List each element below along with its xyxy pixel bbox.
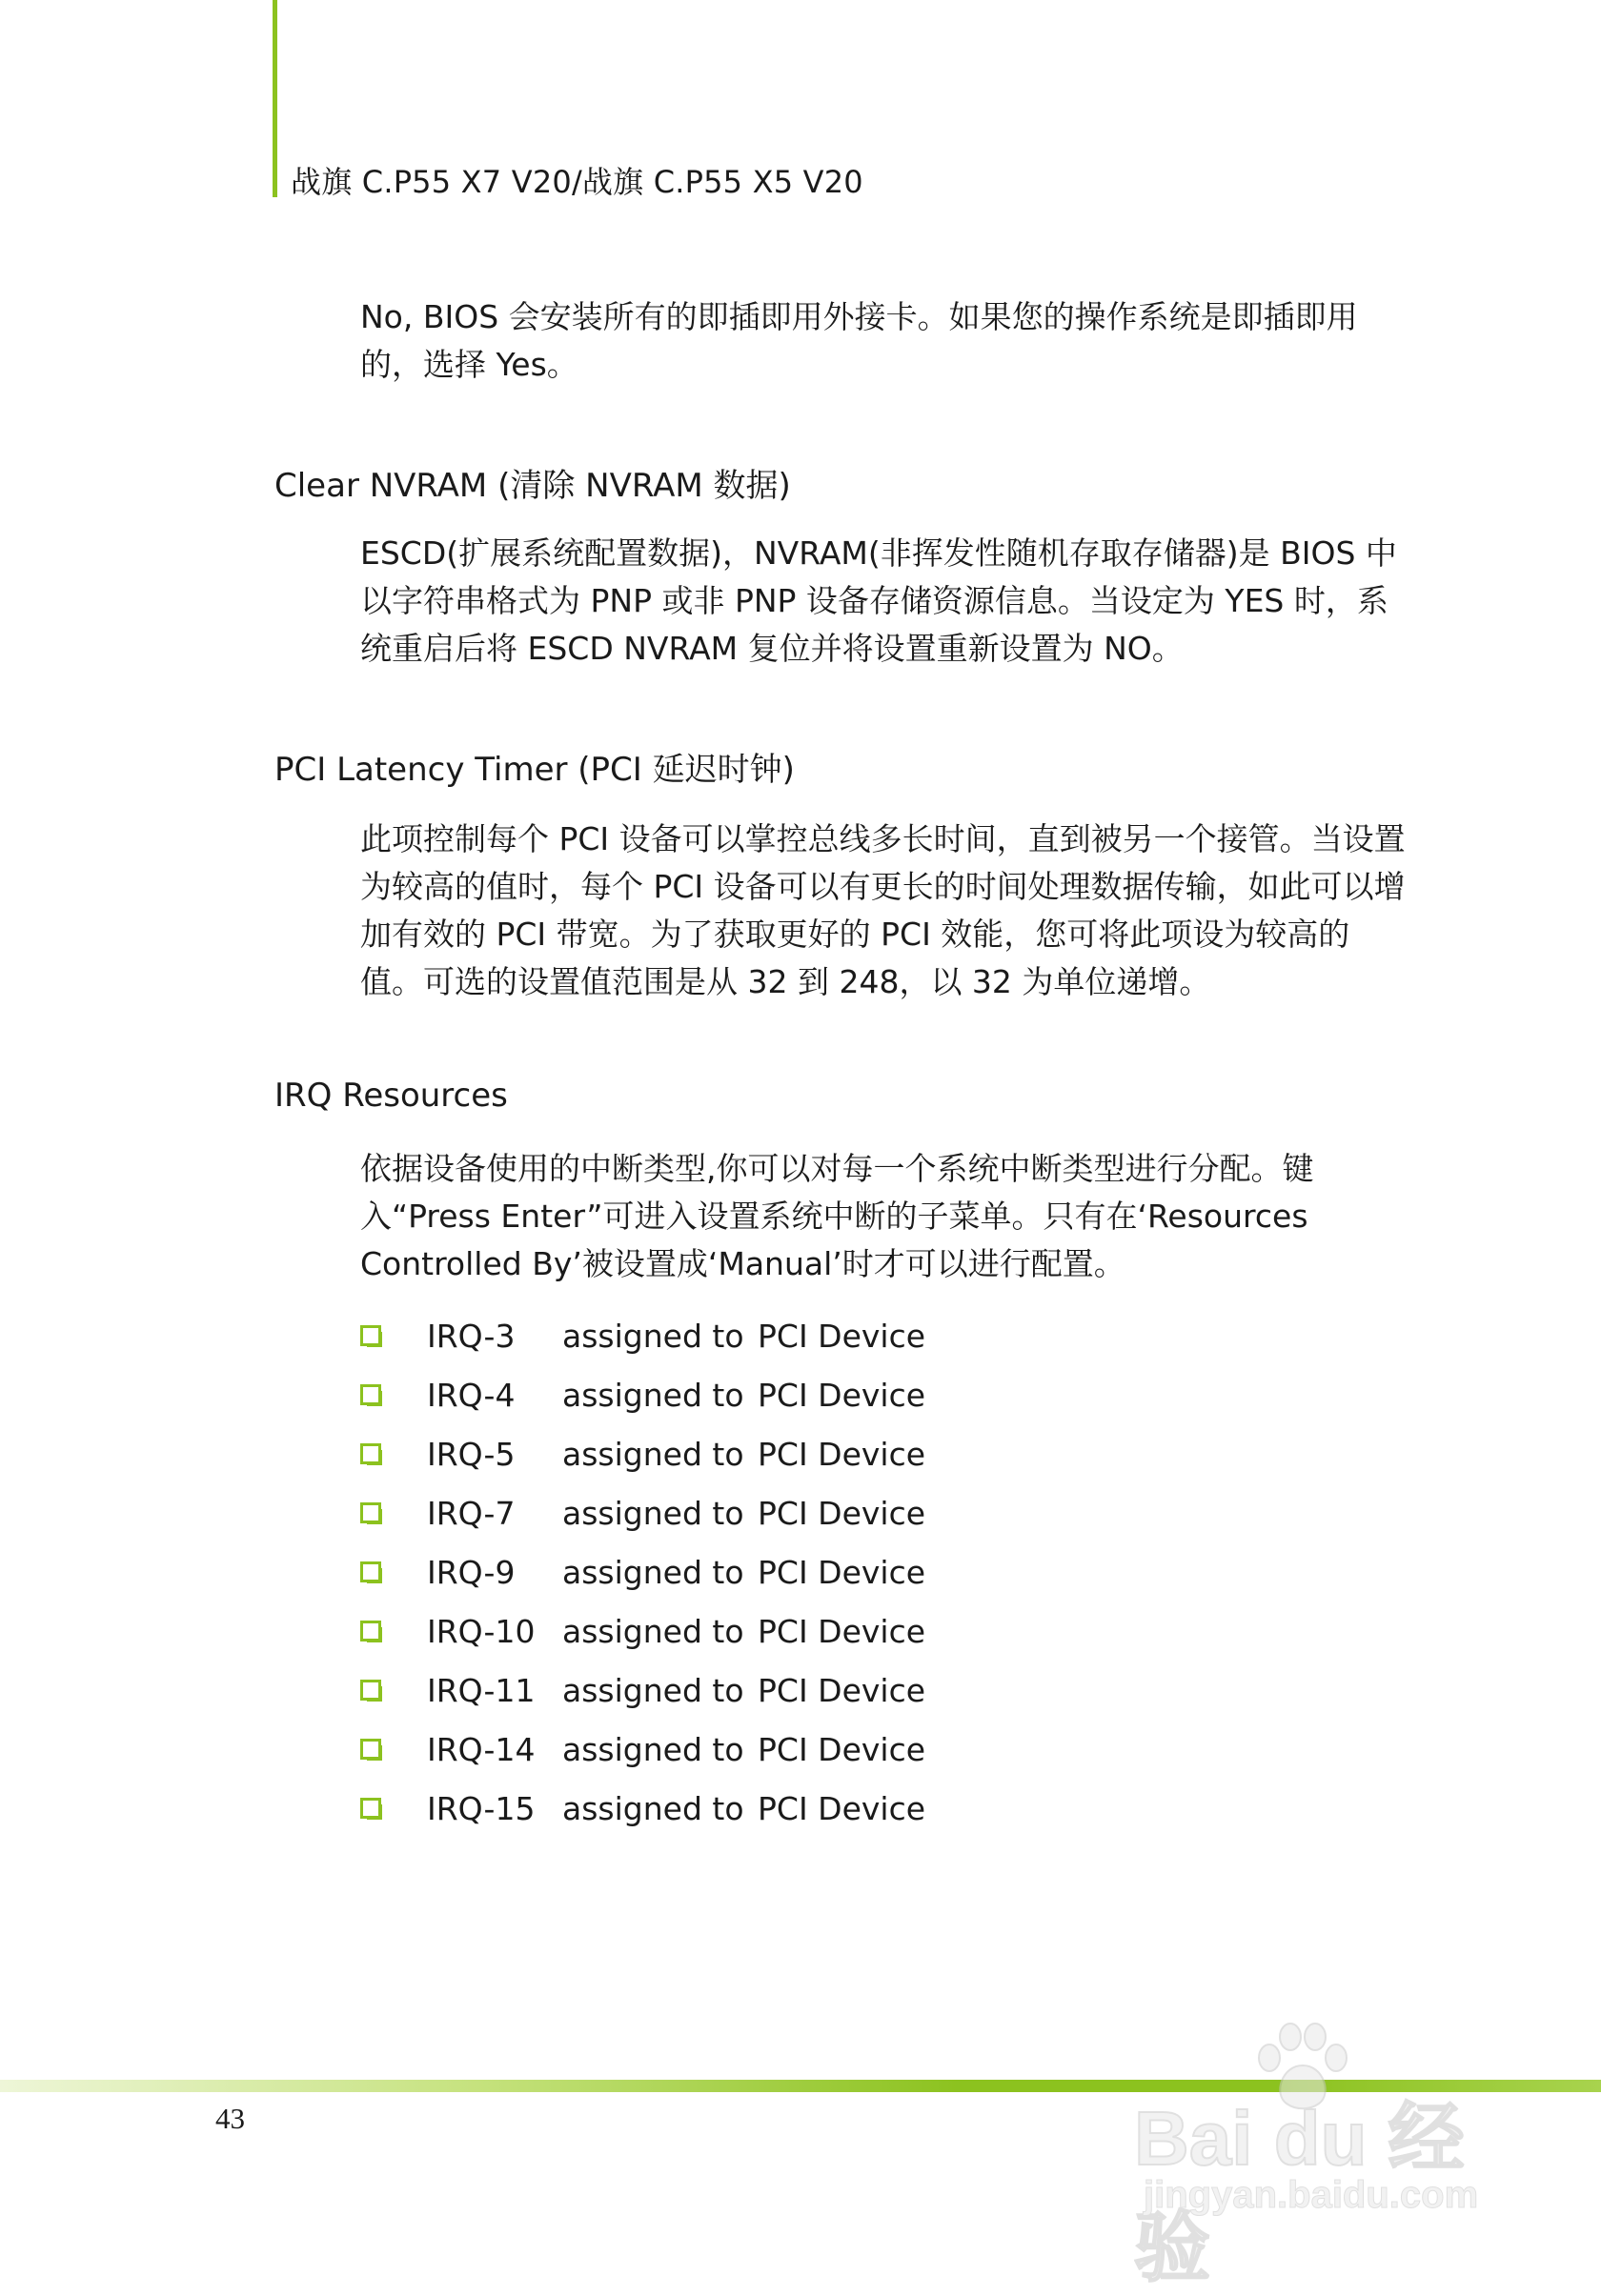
irq-assigned-label: assigned to bbox=[562, 1494, 744, 1532]
irq-list-item bbox=[360, 1424, 925, 1483]
checkbox-bullet-icon bbox=[360, 1798, 381, 1819]
irq-list-item bbox=[360, 1661, 925, 1720]
irq-number: IRQ-11 bbox=[427, 1671, 536, 1709]
irq-number: IRQ-7 bbox=[427, 1494, 516, 1532]
checkbox-bullet-icon bbox=[360, 1325, 381, 1346]
page-number: 43 bbox=[215, 2102, 245, 2135]
baidu-jingyan-watermark bbox=[1134, 2020, 1515, 2290]
irq-assigned-label: assigned to bbox=[562, 1789, 744, 1827]
irq-device: PCI Device bbox=[758, 1494, 926, 1532]
checkbox-bullet-icon bbox=[360, 1561, 381, 1582]
irq-assigned-label: assigned to bbox=[562, 1612, 744, 1650]
section-body-clear-nvram: ESCD(扩展系统配置数据)，NVRAM(非挥发性随机存取存储器)是 BIOS 中以字符串格式为 PNP 或非 PNP 设备存储资源信息。当设定为 YES 时，系统重启后将 ESCD NVRAM 复位并将设置重新设置为 NO。 bbox=[360, 534, 1397, 667]
irq-list bbox=[360, 1306, 925, 1838]
page-header-title: 战旗 C.P55 X7 V20/战旗 C.P55 X5 V20 bbox=[291, 164, 863, 200]
irq-assigned-label: assigned to bbox=[562, 1317, 744, 1355]
irq-number: IRQ-5 bbox=[427, 1435, 516, 1473]
irq-assigned-label: assigned to bbox=[562, 1730, 744, 1768]
irq-list-item bbox=[360, 1779, 925, 1838]
checkbox-bullet-icon bbox=[360, 1384, 381, 1405]
irq-number: IRQ-4 bbox=[427, 1376, 516, 1414]
irq-device: PCI Device bbox=[758, 1789, 926, 1827]
section-body-irq-resources: 依据设备使用的中断类型,你可以对每一个系统中断类型进行分配。键入“Press Enter”可进入设置系统中断的子菜单。只有在‘Resources Controlled By’被设置成‘Manual’时才可以进行配置。 bbox=[360, 1150, 1314, 1282]
irq-assigned-label: assigned to bbox=[562, 1671, 744, 1709]
irq-assigned-label: assigned to bbox=[562, 1553, 744, 1591]
irq-number: IRQ-14 bbox=[427, 1730, 536, 1768]
irq-list-item bbox=[360, 1601, 925, 1661]
irq-device: PCI Device bbox=[758, 1730, 926, 1768]
irq-list-item bbox=[360, 1720, 925, 1779]
section-title-irq-resources: IRQ Resources bbox=[274, 1077, 508, 1115]
watermark-url: jingyan.baidu.com bbox=[1144, 2174, 1479, 2216]
irq-list-item bbox=[360, 1306, 925, 1365]
irq-device: PCI Device bbox=[758, 1671, 926, 1709]
irq-device: PCI Device bbox=[758, 1435, 926, 1473]
irq-device: PCI Device bbox=[758, 1553, 926, 1591]
irq-device: PCI Device bbox=[758, 1317, 926, 1355]
irq-device: PCI Device bbox=[758, 1376, 926, 1414]
header-accent-bar bbox=[273, 0, 277, 197]
section-title-pci-latency: PCI Latency Timer (PCI 延迟时钟) bbox=[274, 751, 795, 789]
watermark-brand: Bai du 经验 bbox=[1134, 2096, 1465, 2290]
irq-device: PCI Device bbox=[758, 1612, 926, 1650]
checkbox-bullet-icon bbox=[360, 1621, 381, 1641]
irq-number: IRQ-15 bbox=[427, 1789, 536, 1827]
checkbox-bullet-icon bbox=[360, 1443, 381, 1464]
section-body-pci-latency: 此项控制每个 PCI 设备可以掌控总线多长时间，直到被另一个接管。当设置为较高的值时，每个 PCI 设备可以有更长的时间处理数据传输，如此可以增加有效的 PCI 带宽。为了获取更好的 PCI 效能，您可将此项设为较高的值。可选的设置值范围是从 32 到 248，以 32 为单位递增。 bbox=[360, 820, 1406, 1000]
irq-number: IRQ-9 bbox=[427, 1553, 516, 1591]
irq-list-item bbox=[360, 1542, 925, 1601]
irq-assigned-label: assigned to bbox=[562, 1435, 744, 1473]
checkbox-bullet-icon bbox=[360, 1502, 381, 1523]
intro-paragraph: No, BIOS 会安装所有的即插即用外接卡。如果您的操作系统是即插即用的，选择 Yes。 bbox=[360, 298, 1358, 383]
checkbox-bullet-icon bbox=[360, 1739, 381, 1760]
irq-list-item bbox=[360, 1365, 925, 1424]
checkbox-bullet-icon bbox=[360, 1680, 381, 1701]
irq-number: IRQ-3 bbox=[427, 1317, 516, 1355]
section-title-clear-nvram: Clear NVRAM (清除 NVRAM 数据) bbox=[274, 467, 791, 505]
irq-number: IRQ-10 bbox=[427, 1612, 536, 1650]
irq-assigned-label: assigned to bbox=[562, 1376, 744, 1414]
irq-list-item bbox=[360, 1483, 925, 1542]
